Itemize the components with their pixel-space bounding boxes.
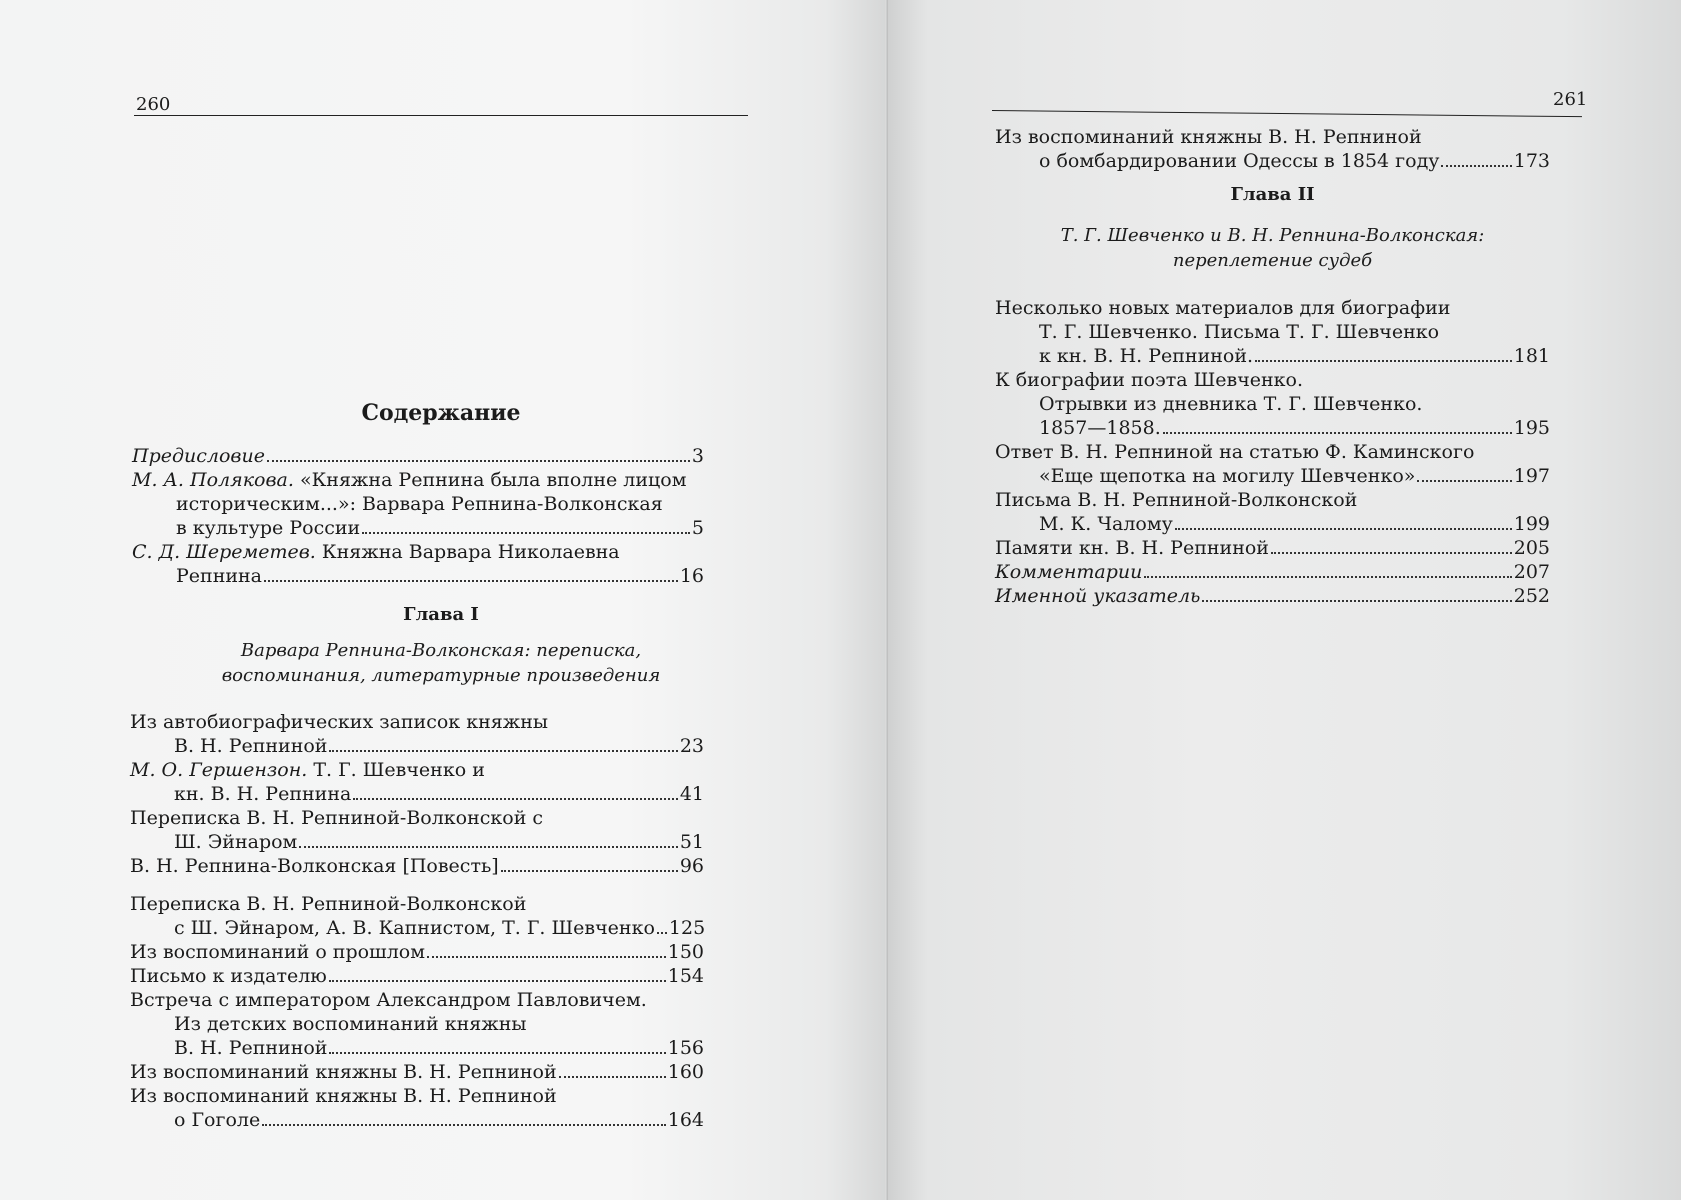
toc-entry-line <box>995 536 1550 560</box>
toc-entry-text: Письмо к издателю <box>130 965 327 987</box>
toc-entry-text: В. Н. Репнина-Волконская [Повесть] <box>130 855 499 877</box>
toc-page-number: 160 <box>667 1061 704 1083</box>
toc-entry-line <box>130 1060 704 1084</box>
toc-entry-line <box>995 149 1550 173</box>
toc-entry-text: Из воспоминаний княжны В. Н. Репниной <box>995 126 1422 148</box>
toc-entry <box>130 1060 704 1084</box>
toc-entry-line <box>995 512 1550 536</box>
header-rule-left <box>134 115 748 116</box>
toc-entry-text: Письма В. Н. Репниной-Волконской <box>995 489 1358 511</box>
toc-entry-line <box>130 1084 704 1108</box>
toc-page-number: 195 <box>1513 417 1550 439</box>
toc-entry-line <box>130 1036 704 1060</box>
toc-entry-line <box>130 734 704 758</box>
toc-entry <box>995 440 1550 488</box>
toc-page-number: 41 <box>679 783 704 805</box>
toc-entry-line <box>995 296 1550 320</box>
toc-entry-line <box>130 988 704 1012</box>
toc-entry-line <box>130 1012 704 1036</box>
toc-entry-text: Из детских воспоминаний княжны <box>174 1013 527 1035</box>
chapter-subtitle-1 <box>134 638 748 688</box>
toc-entry-title <box>132 468 686 492</box>
toc-entry-text: Княжна Варвара Николаевна <box>315 541 620 563</box>
toc-entry <box>995 296 1550 368</box>
toc-page-number: 205 <box>1513 537 1550 559</box>
toc-entry-title <box>132 540 620 564</box>
dot-leader <box>1271 552 1512 554</box>
dot-leader <box>353 798 677 800</box>
toc-entry <box>995 560 1550 584</box>
toc-entry-line <box>130 830 704 854</box>
toc-entry <box>130 988 704 1060</box>
toc-entry-text: В. Н. Репниной <box>174 735 328 757</box>
toc-entry-text: кн. В. Н. Репнина <box>174 783 352 805</box>
dot-leader <box>427 956 666 958</box>
toc-entry-text: Предисловие <box>132 445 265 467</box>
toc-entry-line <box>130 806 704 830</box>
toc-entry-text: М. К. Чалому <box>1039 513 1173 535</box>
toc-entry-text: к кн. В. Н. Репниной. <box>1039 345 1254 367</box>
page-number-right: 261 <box>1553 89 1588 110</box>
toc-entry <box>130 940 704 964</box>
toc-author: М. О. Гершензон. <box>130 759 308 781</box>
toc-page-number: 23 <box>679 735 704 757</box>
toc-entry-line <box>130 782 704 806</box>
toc-entry-text: Отрывки из дневника Т. Г. Шевченко. <box>1039 393 1423 415</box>
toc-entry-line <box>130 892 704 916</box>
toc-entry-line <box>130 940 704 964</box>
toc-page-number: 150 <box>667 941 704 963</box>
toc-entry-text: о Гоголе <box>174 1109 261 1131</box>
toc-entry-text: Именной указатель <box>995 585 1201 607</box>
toc-page-number: 252 <box>1513 585 1550 607</box>
toc-page-number: 181 <box>1513 345 1550 367</box>
toc-entry-line <box>995 125 1550 149</box>
toc-entry-line <box>132 540 704 564</box>
toc-entry-line <box>132 468 704 492</box>
toc-group-right-top <box>995 125 1550 173</box>
dot-leader <box>329 980 666 982</box>
toc-entry-text: 1857—1858. <box>1039 417 1161 439</box>
toc-entry-line <box>995 392 1550 416</box>
dot-leader <box>329 750 677 752</box>
toc-entry-title <box>130 758 485 782</box>
dot-leader <box>1441 165 1511 167</box>
toc-entry-line <box>132 516 704 540</box>
toc-group-intro <box>132 444 704 588</box>
toc-entry-text: «Еще щепотка на могилу Шевченко» <box>1039 465 1416 487</box>
toc-entry-text: Комментарии <box>995 561 1143 583</box>
toc-entry <box>132 468 704 540</box>
toc-entry-text: Из автобиографических записок княжны <box>130 711 549 733</box>
toc-entry <box>132 444 704 468</box>
chapter-subtitle-line: Т. Г. Шевченко и В. Н. Репнина-Волконская: <box>1060 225 1485 246</box>
toc-entry-line <box>130 854 704 878</box>
toc-entry <box>995 584 1550 608</box>
toc-page-number: 16 <box>679 565 704 587</box>
toc-page-number: 125 <box>668 917 706 939</box>
toc-entry-text: историческим...»: Варвара Репнина-Волконская <box>176 493 663 515</box>
toc-entry-line <box>132 444 704 468</box>
toc-entry-text: Несколько новых материалов для биографии <box>995 297 1451 319</box>
chapter-subtitle-line: Варвара Репнина-Волконская: переписка, <box>240 640 642 661</box>
toc-entry <box>130 758 704 806</box>
page-number-left: 260 <box>136 94 171 115</box>
toc-entry-line <box>995 368 1550 392</box>
toc-entry-text: Переписка В. Н. Репниной-Волконской <box>130 893 527 915</box>
toc-entry-text: Ответ В. Н. Репниной на статью Ф. Каминского <box>995 441 1475 463</box>
toc-entry-text: К биографии поэта Шевченко. <box>995 369 1304 391</box>
dot-leader <box>262 1124 666 1126</box>
toc-entry <box>130 710 704 758</box>
toc-entry-line <box>995 464 1550 488</box>
toc-author: М. А. Полякова. <box>132 469 294 491</box>
dot-leader <box>501 870 678 872</box>
toc-page-number: 51 <box>679 831 704 853</box>
toc-page-number: 156 <box>667 1037 704 1059</box>
toc-page-number: 207 <box>1513 561 1550 583</box>
toc-page-number: 164 <box>667 1109 704 1131</box>
toc-entry-text: Ш. Эйнаром <box>174 831 298 853</box>
toc-entry <box>995 488 1550 536</box>
toc-entry <box>130 854 704 878</box>
dot-leader <box>329 1052 665 1054</box>
toc-entry <box>995 368 1550 440</box>
toc-entry-text: Памяти кн. В. Н. Репниной <box>995 537 1269 559</box>
toc-entry-text: «Княжна Репнина была вполне лицом <box>293 469 687 491</box>
toc-entry <box>995 125 1550 173</box>
toc-entry-line <box>995 584 1550 608</box>
toc-entry-text: о бомбардировании Одессы в 1854 году <box>1039 150 1440 172</box>
toc-entry <box>130 1084 704 1132</box>
toc-entry <box>132 540 704 588</box>
toc-entry-line <box>130 1108 704 1132</box>
toc-entry-text: Т. Г. Шевченко. Письма Т. Г. Шевченко <box>1039 321 1440 343</box>
toc-page-number: 199 <box>1513 513 1550 535</box>
toc-entry-line <box>132 492 704 516</box>
bleed-through-text <box>140 125 459 188</box>
toc-entry-text: Репнина <box>176 565 263 587</box>
dot-leader <box>267 460 690 462</box>
toc-entry-line <box>995 320 1550 344</box>
toc-entry-line <box>995 344 1550 368</box>
toc-entry-text: в культуре России <box>176 517 361 539</box>
toc-entry-text: Из воспоминаний о прошлом <box>130 941 426 963</box>
toc-entry-line <box>130 758 704 782</box>
toc-group-chapter2 <box>995 296 1550 608</box>
toc-entry <box>130 964 704 988</box>
toc-entry <box>130 806 704 854</box>
toc-entry <box>995 536 1550 560</box>
toc-entry-text: Из воспоминаний княжны В. Н. Репниной <box>130 1061 557 1083</box>
dot-leader <box>299 846 677 848</box>
toc-entry-line <box>995 440 1550 464</box>
toc-entry-line <box>130 964 704 988</box>
dot-leader <box>1202 600 1511 602</box>
toc-page-number: 96 <box>679 855 704 877</box>
dot-leader <box>1417 480 1511 482</box>
chapter-heading-1: Глава I <box>403 604 479 625</box>
dot-leader <box>1144 576 1511 578</box>
dot-leader <box>1163 432 1512 434</box>
toc-page-number: 5 <box>691 517 704 539</box>
dot-leader <box>264 580 678 582</box>
chapter-subtitle-line: переплетение судеб <box>1172 250 1373 271</box>
toc-entry-text: Переписка В. Н. Репниной-Волконской с <box>130 807 544 829</box>
toc-entry <box>130 892 704 940</box>
chapter-subtitle-2 <box>995 223 1550 273</box>
toc-author: С. Д. Шереметев. <box>132 541 316 563</box>
dot-leader <box>559 1076 666 1078</box>
toc-page-number: 197 <box>1513 465 1550 487</box>
toc-entry-text: Встреча с императором Александром Павловичем. <box>130 989 647 1011</box>
toc-entry-text: Т. Г. Шевченко и <box>307 759 485 781</box>
dot-leader <box>657 932 667 934</box>
toc-entry-line <box>130 916 704 940</box>
toc-group-chapter1-cont <box>130 892 704 1132</box>
toc-entry-line <box>995 560 1550 584</box>
dot-leader <box>1175 528 1512 530</box>
toc-entry-line <box>132 564 704 588</box>
toc-page-number: 3 <box>691 445 704 467</box>
toc-entry-line <box>995 416 1550 440</box>
dot-leader <box>362 532 690 534</box>
toc-page-number: 173 <box>1513 150 1550 172</box>
dot-leader <box>1255 360 1512 362</box>
toc-entry-text: Из воспоминаний княжны В. Н. Репниной <box>130 1085 557 1107</box>
toc-entry-text: В. Н. Репниной <box>174 1037 328 1059</box>
toc-entry-text: с Ш. Эйнаром, А. В. Капнистом, Т. Г. Шевченко <box>174 917 655 939</box>
toc-entry-line <box>995 488 1550 512</box>
chapter-subtitle-line: воспоминания, литературные произведения <box>221 665 661 686</box>
chapter-heading-2: Глава II <box>1230 184 1315 205</box>
toc-group-chapter1 <box>130 710 704 878</box>
toc-entry-line <box>130 710 704 734</box>
toc-title: Содержание <box>361 400 521 426</box>
toc-page-number: 154 <box>667 965 704 987</box>
